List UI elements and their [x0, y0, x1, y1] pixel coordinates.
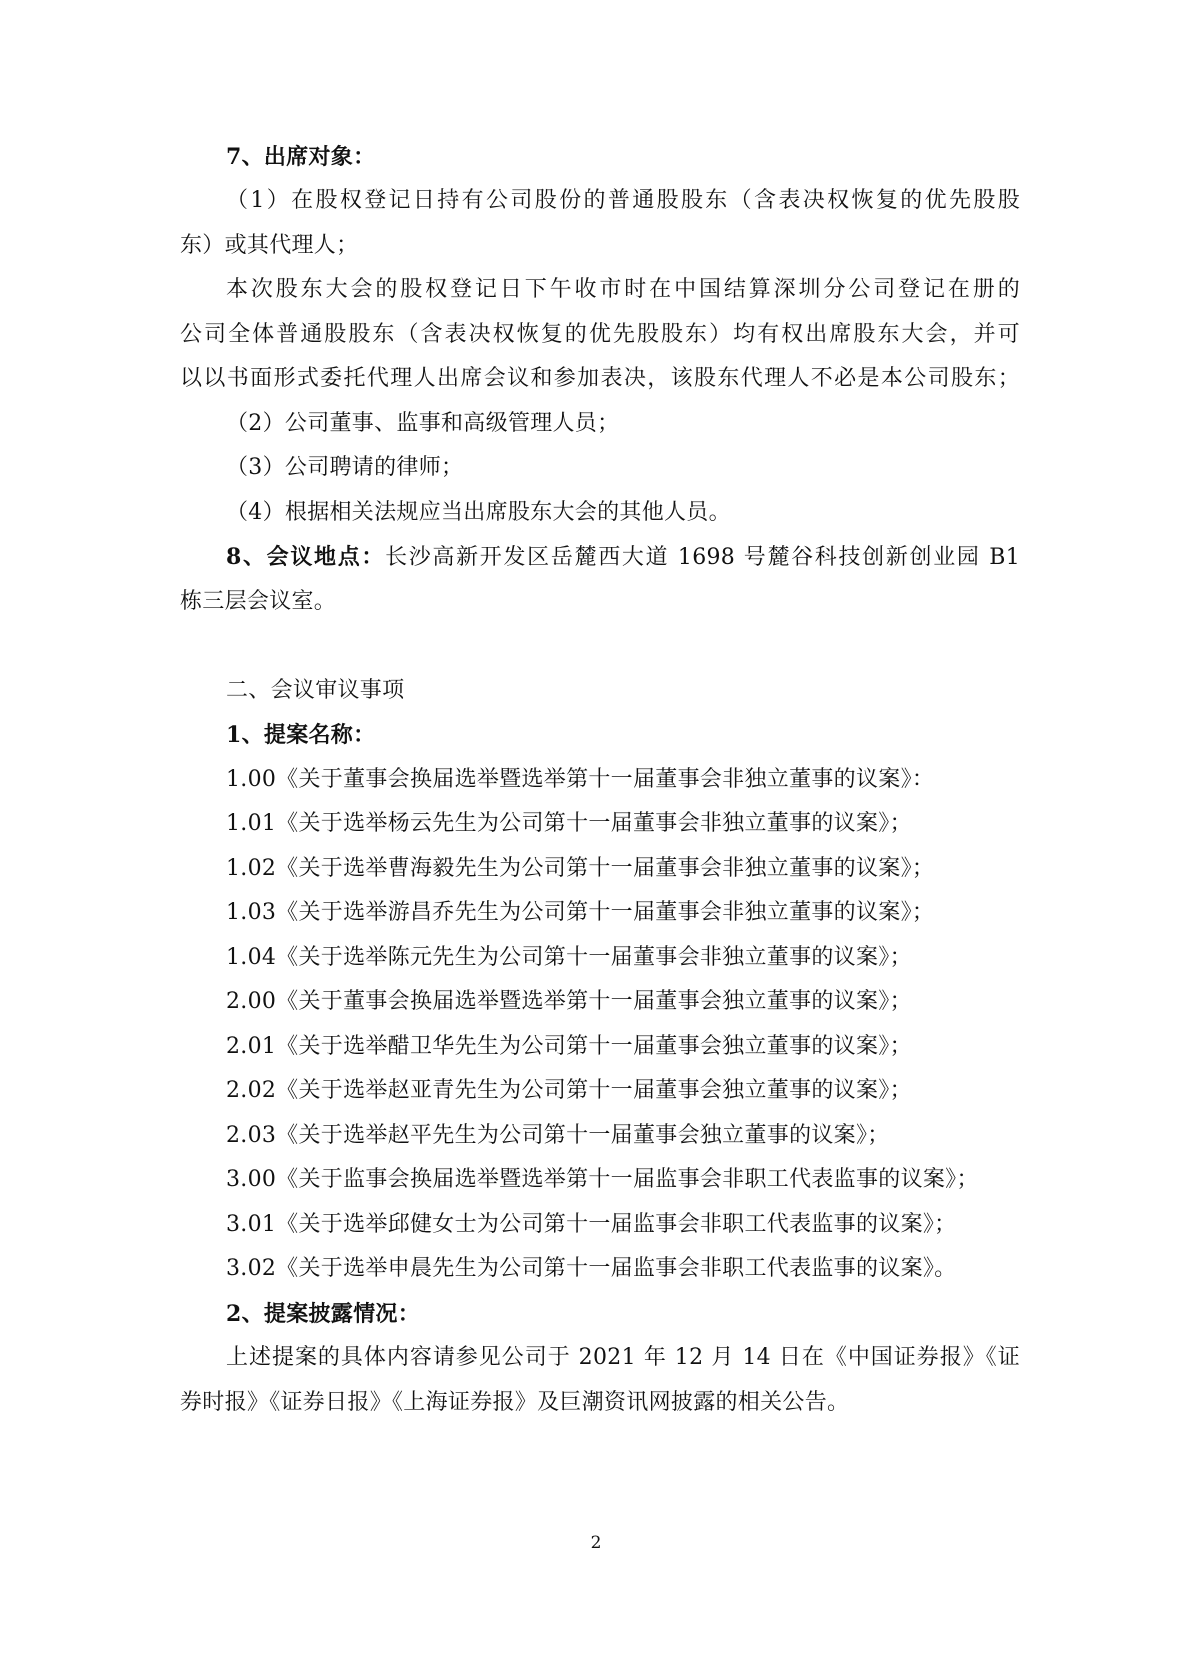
- attendee-item-2: （2）公司董事、监事和高级管理人员；: [226, 411, 620, 436]
- attendee-item-1: （1）在股权登记日持有公司股份的普通股股东（含表决权恢复的优先股股: [226, 188, 1020, 213]
- proposal-item: 1.01《关于选举杨云先生为公司第十一届董事会非独立董事的议案》；: [226, 811, 912, 836]
- meeting-location-cont: 栋三层会议室。: [180, 589, 337, 614]
- meeting-location: [226, 542, 1020, 573]
- section-7-heading: 7、出席对象：: [226, 144, 376, 170]
- meeting-location-label: 8、会议地点：: [226, 544, 386, 570]
- proposal-item: 2.01《关于选举醋卫华先生为公司第十一届董事会独立董事的议案》；: [226, 1034, 912, 1059]
- part-2-heading: 二、会议审议事项: [226, 678, 405, 703]
- attendee-item-1-cont: 东）或其代理人；: [180, 233, 359, 258]
- proposal-item: 2.02《关于选举赵亚青先生为公司第十一届董事会独立董事的议案》；: [226, 1078, 912, 1103]
- attendee-item-4: （4）根据相关法规应当出席股东大会的其他人员。: [226, 500, 731, 525]
- attendee-note-cont-2: 以以书面形式委托代理人出席会议和参加表决，该股东代理人不必是本公司股东；: [180, 366, 1020, 391]
- proposal-item: 2.03《关于选举赵平先生为公司第十一届董事会独立董事的议案》；: [226, 1123, 890, 1148]
- proposal-item: 1.03《关于选举游昌乔先生为公司第十一届董事会非独立董事的议案》；: [226, 900, 935, 925]
- page-number: 2: [590, 1533, 602, 1553]
- attendee-item-3: （3）公司聘请的律师；: [226, 455, 464, 480]
- meeting-location-text: 长沙高新开发区岳麓西大道 1698 号麓谷科技创新创业园 B1: [385, 545, 1020, 570]
- attendee-note-cont-1: 公司全体普通股股东（含表决权恢复的优先股股东）均有权出席股东大会，并可: [180, 322, 1020, 347]
- proposal-item: 3.00《关于监事会换届选举暨选举第十一届监事会非职工代表监事的议案》；: [226, 1167, 979, 1192]
- proposal-item: 1.02《关于选举曹海毅先生为公司第十一届董事会非独立董事的议案》；: [226, 856, 935, 881]
- attendee-note: 本次股东大会的股权登记日下午收市时在中国结算深圳分公司登记在册的: [226, 277, 1020, 302]
- disclosure-text: 上述提案的具体内容请参见公司于 2021 年 12 月 14 日在《中国证券报》《证: [226, 1345, 1020, 1370]
- proposal-item: 1.00《关于董事会换届选举暨选举第十一届董事会非独立董事的议案》：: [226, 767, 935, 792]
- proposal-item: 3.02《关于选举申晨先生为公司第十一届监事会非职工代表监事的议案》。: [226, 1256, 957, 1281]
- proposal-item: 1.04《关于选举陈元先生为公司第十一届董事会非独立董事的议案》；: [226, 945, 912, 970]
- proposal-item: 3.01《关于选举邱健女士为公司第十一届监事会非职工代表监事的议案》；: [226, 1212, 957, 1237]
- proposal-item: 2.00《关于董事会换届选举暨选举第十一届董事会独立董事的议案》；: [226, 989, 912, 1014]
- disclosure-text-cont: 券时报》《证券日报》《上海证券报》及巨潮资讯网披露的相关公告。: [180, 1390, 850, 1415]
- proposals-heading: 1、提案名称：: [226, 722, 376, 748]
- disclosure-heading: 2、提案披露情况：: [226, 1301, 421, 1327]
